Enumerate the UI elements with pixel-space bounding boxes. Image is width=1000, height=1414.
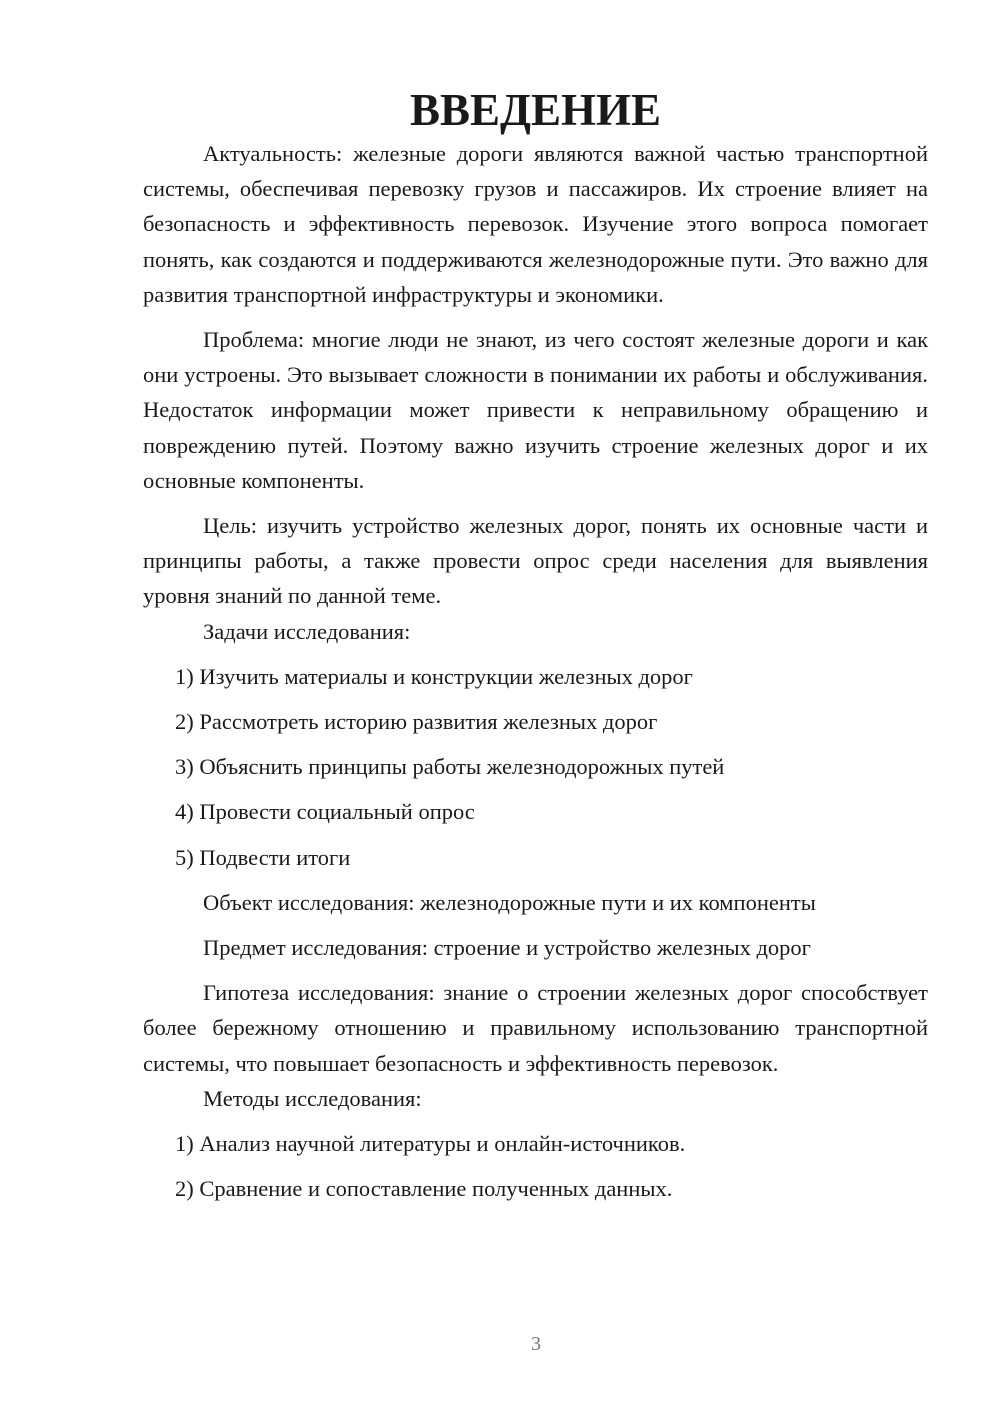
methods-heading: Методы исследования: <box>203 1085 422 1111</box>
list-item: 5) Подвести итоги <box>175 844 351 870</box>
section-title: ВВЕДЕНИЕ <box>409 85 662 135</box>
list-item: 3) Объяснить принципы работы железнодорожных путей <box>175 754 725 780</box>
page-number: 3 <box>531 1333 541 1355</box>
list-item: 2) Сравнение и сопоставление полученных данных. <box>175 1176 673 1202</box>
research-object: Объект исследования: железнодорожные пути и их компоненты <box>203 889 816 915</box>
tasks-list <box>143 659 928 875</box>
research-subject: Предмет исследования: строение и устройство железных дорог <box>203 935 811 961</box>
relevance-paragraph: Актуальность: железные дороги являются важной частью транспортной системы, обеспечивая перевозку грузов и пассажиров. Их строение влияет на безопасность и эффективность перевозок. Изучение этого вопроса помогает понять, как создаются и поддерживаются железнодорожные пути. Это важно для развития транспортной инфраструктуры и экономики. <box>143 141 928 307</box>
list-item: 2) Рассмотреть историю развития железных дорог <box>175 709 658 735</box>
document-page <box>143 85 928 1206</box>
problem-paragraph: Проблема: многие люди не знают, из чего состоят железные дороги и как они устроены. Это вызывает сложности в понимании их работы и обслуживания. Недостаток информации может привести к неправильному обращению и повреждению путей. Поэтому важно изучить строение железных дорог и их основные компоненты. <box>143 327 928 493</box>
list-item: 4) Провести социальный опрос <box>175 799 475 825</box>
list-item: 1) Изучить материалы и конструкции железных дорог <box>175 663 693 689</box>
list-item: 1) Анализ научной литературы и онлайн-источников. <box>175 1131 686 1157</box>
tasks-heading: Задачи исследования: <box>203 618 411 644</box>
methods-list <box>143 1126 928 1206</box>
hypothesis-paragraph: Гипотеза исследования: знание о строении железных дорог способствует более бережному отношению и правильному использованию транспортной системы, что повышает безопасность и эффективность перевозок. <box>143 980 928 1076</box>
goal-paragraph: Цель: изучить устройство железных дорог, понять их основные части и принципы работы, а также провести опрос среди населения для выявления уровня знаний по данной теме. <box>143 513 928 609</box>
